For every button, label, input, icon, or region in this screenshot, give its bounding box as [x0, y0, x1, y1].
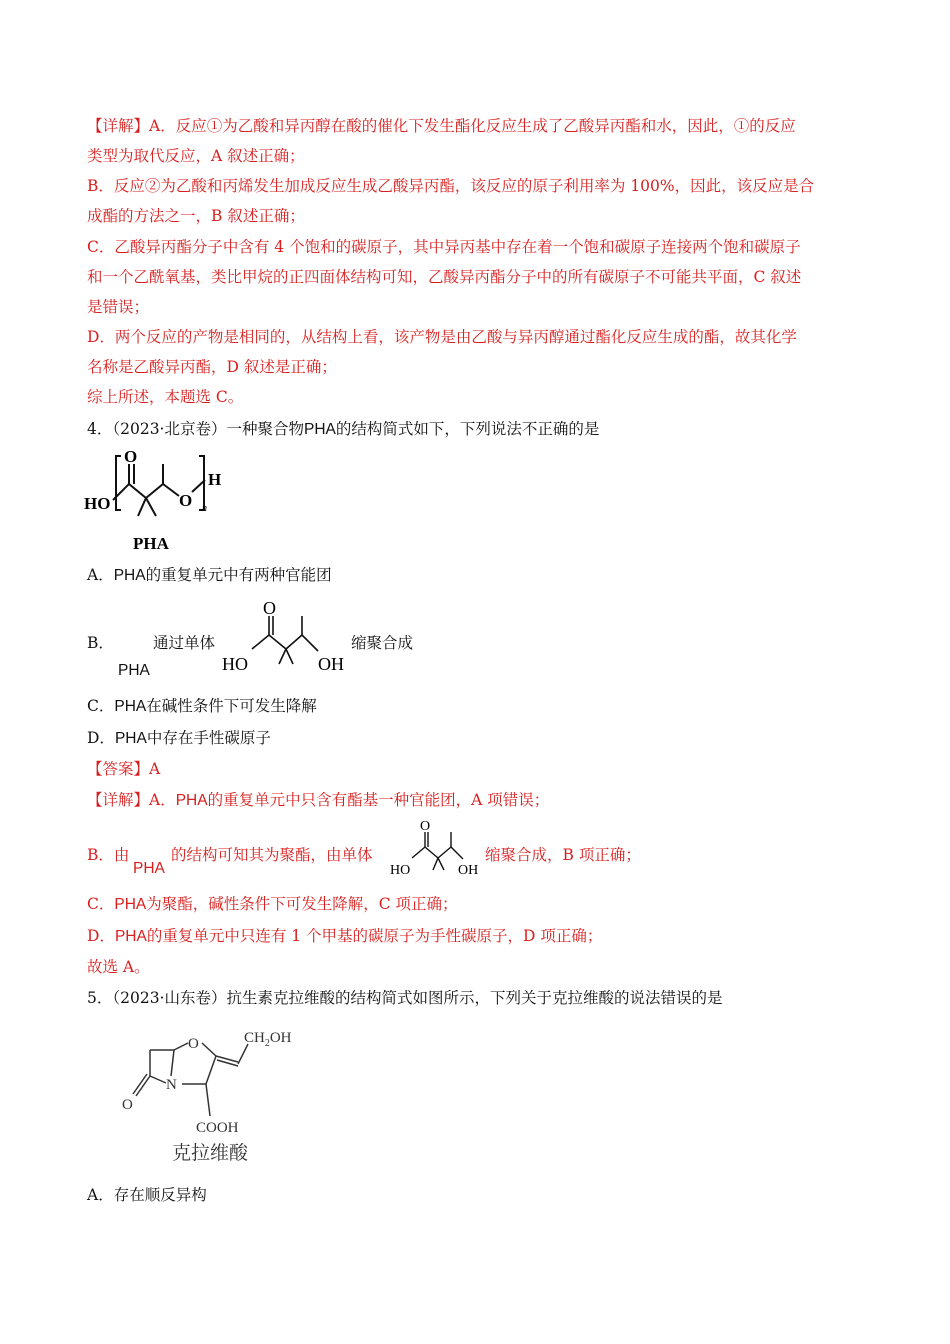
- detail-line: 和一个乙酰氧基，类比甲烷的正四面体结构可知，乙酸异丙酯分子中的所有碳原子不可能共平面，C 叙述: [87, 268, 802, 286]
- ester-o-label: O: [179, 491, 193, 510]
- monomer-small-oh-label: OH: [458, 863, 479, 878]
- option-b-label: B．: [87, 634, 114, 652]
- monomer-o-label: O: [263, 598, 276, 618]
- answer-line: 【答案】A: [87, 760, 161, 778]
- detail-line: C．乙酸异丙酯分子中含有 4 个饱和的碳原子，其中异丙基中存在着一个饱和碳原子连接两个饱和碳原子: [87, 238, 801, 256]
- question-4-stem: 4．（2023·北京卷）一种聚合物PHA的结构简式如下，下列说法不正确的是: [87, 420, 600, 438]
- pha-caption: PHA: [133, 534, 169, 553]
- detail-b-text: 的结构可知其为聚酯，由单体: [171, 846, 373, 864]
- monomer-ho-label: HO: [222, 654, 248, 674]
- monomer-oh-label: OH: [318, 654, 344, 674]
- clavulanic-acid-structure: [118, 1028, 318, 1168]
- ch2oh-label: $CH_2OH$: [244, 1030, 292, 1049]
- detail-d: D．PHA的重复单元中只连有 1 个甲基的碳原子为手性碳原子，D 项正确；: [87, 927, 603, 945]
- detail-line: 是错误；: [87, 298, 150, 316]
- structure-caption: 克拉维酸: [172, 1143, 249, 1164]
- h-label: H: [208, 470, 222, 489]
- option-c: C．PHA在碱性条件下可发生降解: [87, 697, 317, 715]
- detail-line: 成酯的方法之一，B 叙述正确；: [87, 207, 305, 225]
- detail-b-label: B．由: [87, 846, 130, 864]
- option-b-text: 通过单体: [153, 634, 216, 652]
- detail-line: D．两个反应的产物是相同的，从结构上看，该产物是由乙酸与异丙醇通过酯化反应生成的酯，故其化学: [87, 328, 797, 346]
- option-a: A．PHA的重复单元中有两种官能团: [87, 566, 332, 584]
- conclusion-line: 故选 A。: [87, 958, 150, 976]
- option-b-tail: 缩聚合成: [351, 634, 414, 652]
- n-subscript: n: [202, 503, 207, 514]
- q5-option-a: A．存在顺反异构: [87, 1186, 207, 1204]
- monomer-small-o-label: O: [420, 819, 431, 834]
- carbonyl-o-label: O: [124, 447, 138, 466]
- option-d: D．PHA中存在手性碳原子: [87, 729, 271, 747]
- monomer-structure: [222, 598, 352, 678]
- detail-line: 综上所述，本题选 C。: [87, 388, 244, 406]
- monomer-small-ho-label: HO: [390, 863, 411, 878]
- detail-line: B．反应②为乙酸和丙烯发生加成反应生成乙酸异丙酯，该反应的原子利用率为 100%，因此，该反应是合: [87, 177, 815, 195]
- pha-structure-diagram: [84, 448, 234, 558]
- option-b-pha: PHA: [118, 662, 150, 679]
- detail-c: C．PHA为聚酯，碱性条件下可发生降解，C 项正确；: [87, 895, 458, 913]
- detail-b-pha: PHA: [133, 860, 165, 877]
- ring-o-label: O: [188, 1036, 199, 1052]
- detail-b-tail: 缩聚合成，B 项正确；: [485, 846, 641, 864]
- detail-line: 名称是乙酸异丙酯，D 叙述是正确；: [87, 358, 337, 376]
- detail-a: 【详解】A．PHA的重复单元中只含有酯基一种官能团，A 项错误；: [87, 791, 550, 809]
- detail-line: 类型为取代反应，A 叙述正确；: [87, 147, 305, 165]
- ho-label: HO: [84, 494, 111, 513]
- monomer-structure-small: [390, 818, 490, 880]
- ring-n-label: N: [166, 1077, 177, 1093]
- keto-o-label: O: [122, 1097, 133, 1113]
- cooh-label: COOH: [196, 1120, 239, 1136]
- detail-line: 【详解】A．反应①为乙酸和异丙醇在酸的催化下发生酯化反应生成了乙酸异丙酯和水，因此，①的反应: [87, 117, 796, 135]
- question-5-stem: 5．（2023·山东卷）抗生素克拉维酸的结构简式如图所示，下列关于克拉维酸的说法错误的是: [87, 989, 723, 1007]
